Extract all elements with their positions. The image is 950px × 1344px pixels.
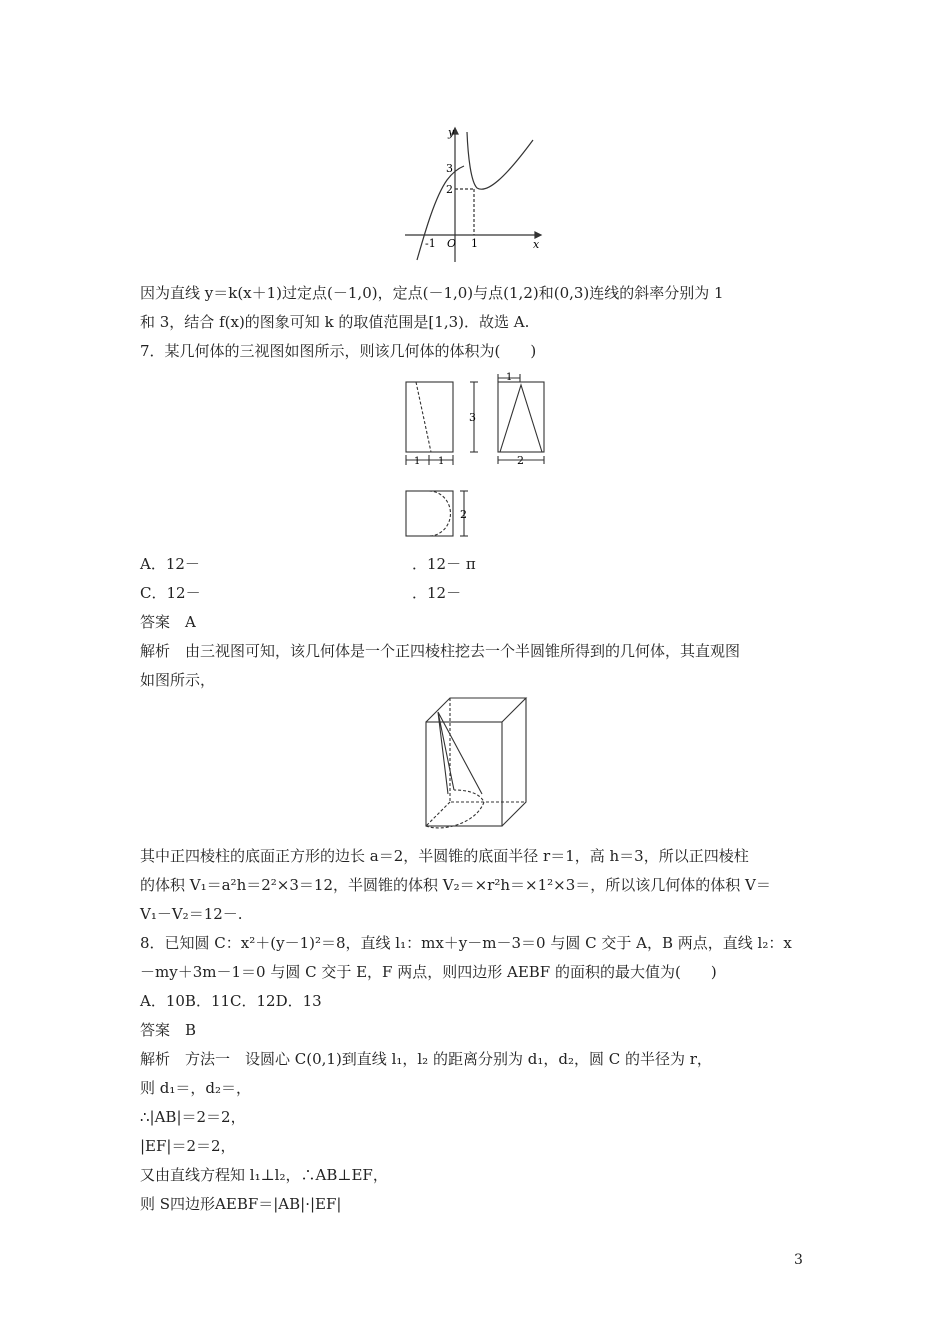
analysis-7: 解析 由三视图可知，该几何体是一个正四棱柱挖去一个半圆锥所得到的几何体，其直观图 <box>140 642 741 660</box>
text-line: 又由直线方程知 l₁⊥l₂，∴AB⊥EF， <box>140 1166 388 1184</box>
option-c: C．12－ <box>140 584 201 602</box>
dim-label-top: 1 <box>506 372 513 383</box>
function-graph-figure <box>395 122 555 267</box>
tick-label-2: 2 <box>446 183 453 196</box>
text-line: 和 3，结合 f(x)的图象可知 k 的取值范围是[1,3)．故选 A. <box>140 313 530 331</box>
front-view-hidden-line <box>416 382 431 452</box>
tick-label-1: 1 <box>471 237 478 250</box>
origin-label: O <box>447 237 457 250</box>
front-view <box>406 382 453 452</box>
x-axis-label: x <box>533 238 540 251</box>
text-line: －my＋3m－1＝0 与圆 C 交于 E，F 两点，则四边形 AEBF 的面积的最大值为( ) <box>140 963 717 981</box>
dim-label-left1: 1 <box>414 456 421 467</box>
three-view-figure <box>396 370 556 542</box>
text-line: 的体积 V₁＝a²h＝2²×3＝12，半圆锥的体积 V₂＝×r²h＝×1²×3＝，所以该几何体的体积 V＝ <box>140 876 771 894</box>
analysis-8: 解析 方法一 设圆心 C(0,1)到直线 l₁，l₂ 的距离分别为 d₁，d₂，圆 C 的半径为 r， <box>140 1050 712 1068</box>
dim-label-left2: 1 <box>438 456 445 467</box>
y-axis-label: y <box>448 126 455 139</box>
side-view <box>498 382 544 452</box>
question-8: 8．已知圆 C：x²＋(y－1)²＝8，直线 l₁：mx＋y－m－3＝0 与圆 C 交于 A，B 两点，直线 l₂：x <box>140 934 792 952</box>
option-a: A．12－ <box>140 555 200 573</box>
option-d: ．12－ <box>412 584 462 602</box>
options-8: A．10B．11C．12D．13 <box>140 992 322 1010</box>
analysis-7-cont: 如图所示， <box>140 671 216 689</box>
solid-figure <box>420 694 535 830</box>
tick-label-3: 3 <box>446 162 453 175</box>
answer-8: 答案 B <box>140 1021 197 1039</box>
page-number: 3 <box>794 1252 803 1268</box>
top-view <box>406 491 453 536</box>
prism-right-face <box>502 698 526 826</box>
text-line: ∴|AB|＝2＝2， <box>140 1108 246 1126</box>
answer-7: 答案 A <box>140 613 196 631</box>
dim-label-height: 3 <box>469 411 476 424</box>
text-line: |EF|＝2＝2， <box>140 1137 236 1155</box>
text-line: 其中正四棱柱的底面正方形的边长 a＝2，半圆锥的底面半径 r＝1，高 h＝3，所以正四棱柱 <box>140 847 749 865</box>
half-cone-base <box>426 790 484 828</box>
question-7: 7．某几何体的三视图如图所示，则该几何体的体积为( ) <box>140 342 537 360</box>
option-b: ．12－ π <box>412 555 476 573</box>
text-line: V₁－V₂＝12－. <box>140 905 243 923</box>
top-view-semicircle <box>429 491 450 536</box>
dim-label-side: 2 <box>517 454 524 467</box>
text-line: 因为直线 y＝k(x＋1)过定点(－1,0)，定点(－1,0)与点(1,2)和(0,3)连线的斜率分别为 1 <box>140 284 724 302</box>
half-cone-edges <box>438 712 482 794</box>
curve-right-branch <box>467 132 533 189</box>
tick-label-neg1: -1 <box>425 237 436 250</box>
text-line: 则 S四边形AEBF＝|AB|·|EF| <box>140 1195 342 1213</box>
side-view-triangle <box>500 385 542 452</box>
dim-label-bottom: 2 <box>460 508 467 521</box>
prism-front-face <box>426 722 502 826</box>
text-line: 则 d₁＝，d₂＝， <box>140 1079 251 1097</box>
